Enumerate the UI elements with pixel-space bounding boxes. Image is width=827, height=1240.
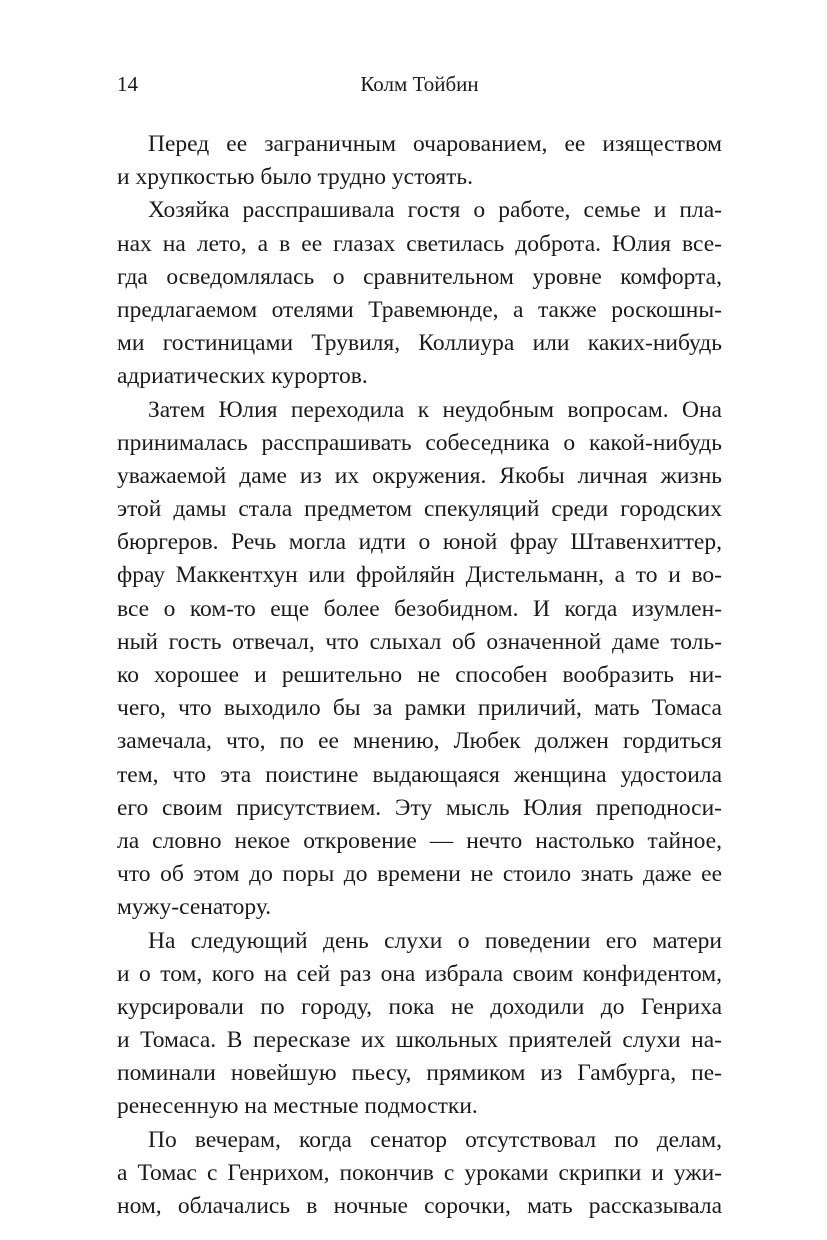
text-line: что об этом до поры до времени не стоило знать даже ее <box>117 861 722 888</box>
page-number: 14 <box>117 72 138 96</box>
text-line: Затем Юлия переходила к неудобным вопросам. Она <box>148 396 722 423</box>
text-line: мужу-сенатору. <box>117 894 272 921</box>
running-head-author: Колм Тойбин <box>360 72 479 96</box>
text-line: все о ком-то еще более безобидном. И когда изумлен- <box>117 595 722 622</box>
text-line: фрау Маккентхун или фройляйн Дистельманн, а то и во- <box>117 562 722 589</box>
text-line: чего, что выходило бы за рамки приличий, мать Томаса <box>117 695 722 722</box>
text-line: его своим присутствием. Эту мысль Юлия преподноси- <box>117 794 722 821</box>
text-line: и хрупкостью было трудно устоять. <box>117 164 474 191</box>
text-line: курсировали по городу, пока не доходили до Генриха <box>117 993 722 1020</box>
text-line: ренесенную на местные подмостки. <box>117 1093 478 1120</box>
text-line: ко хорошее и решительно не способен вообразить ни- <box>117 662 722 688</box>
text-line: На следующий день слухи о поведении его матери <box>148 927 722 954</box>
text-line: принималась расспрашивать собеседника о какой-нибудь <box>117 429 722 456</box>
text-line: ном, облачались в ночные сорочки, мать рассказывала <box>117 1193 722 1219</box>
text-line: бюргеров. Речь могла идти о юной фрау Штавенхиттер, <box>117 529 722 556</box>
page-header <box>117 72 722 102</box>
text-line: поминали новейшую пьесу, прямиком из Гамбурга, пе- <box>117 1060 722 1087</box>
text-line: уважаемой даме из их окружения. Якобы личная жизнь <box>117 462 722 489</box>
text-line: ми гостиницами Трувиля, Коллиура или каких-нибудь <box>117 330 722 357</box>
text-line: предлагаемом отелями Травемюнде, а также роскошны- <box>117 296 722 323</box>
text-line: тем, что эта поистине выдающаяся женщина удостоила <box>117 761 722 788</box>
text-line: а Томас с Генрихом, покончив с уроками скрипки и ужи- <box>117 1159 722 1186</box>
text-line: гда осведомлялась о сравнительном уровне комфорта, <box>117 263 722 290</box>
text-line: ный гость отвечал, что слыхал об означенной даме толь- <box>117 628 722 655</box>
text-line: ла словно некое откровение — нечто настолько тайное, <box>117 827 722 854</box>
text-line: этой дамы стала предметом спекуляций среди городских <box>117 496 722 523</box>
text-line: и Томаса. В пересказе их школьных приятелей слухи на- <box>117 1027 722 1054</box>
text-line: Перед ее заграничным очарованием, ее изяществом <box>148 131 722 157</box>
text-line: адриатических курортов. <box>117 363 368 390</box>
text-line: замечала, что, по ее мнению, Любек должен гордиться <box>117 728 722 755</box>
text-line: По вечерам, когда сенатор отсутствовал по делам, <box>148 1126 722 1153</box>
text-line: и о том, кого на сей раз она избрала своим конфидентом, <box>117 960 722 987</box>
body-text <box>117 128 722 1223</box>
text-line: Хозяйка расспрашивала гостя о работе, семье и пла- <box>148 197 722 224</box>
text-line: нах на лето, а в ее глазах светилась доброта. Юлия все- <box>117 230 722 257</box>
